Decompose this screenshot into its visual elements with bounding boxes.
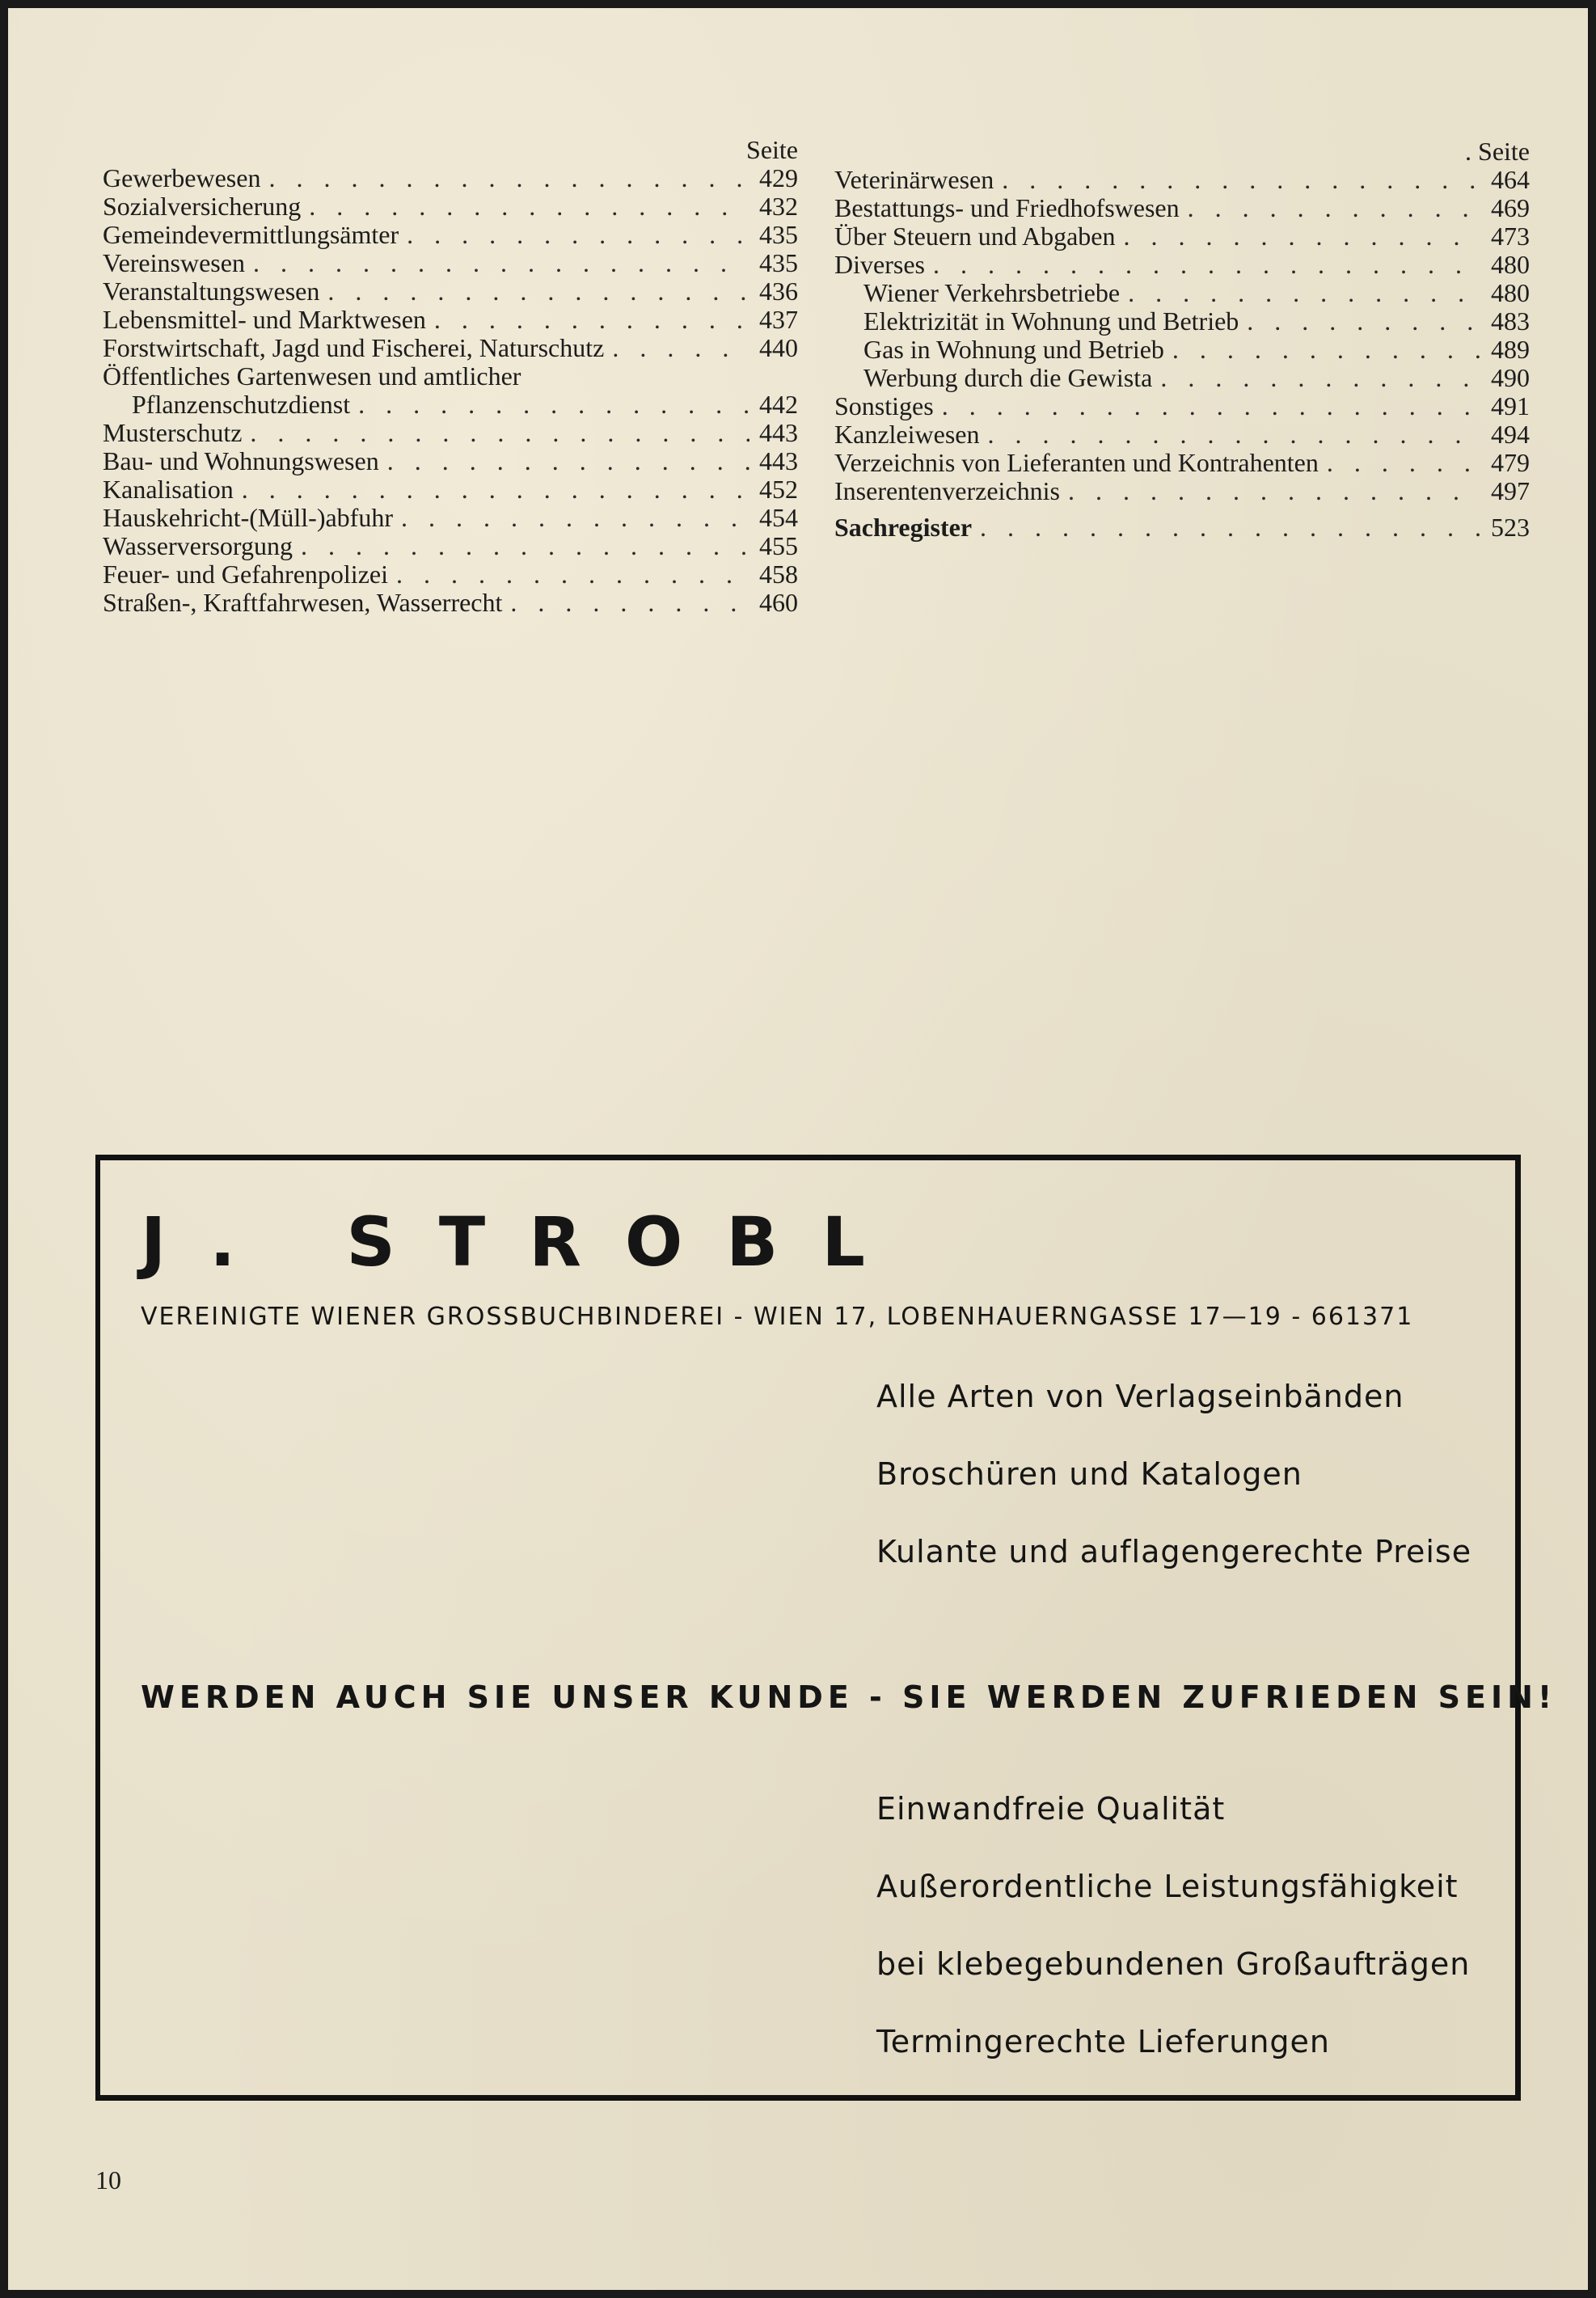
- toc-entry-label: Sonstiges: [834, 391, 934, 420]
- toc-entry: [103, 475, 798, 504]
- toc-entry: [103, 560, 798, 589]
- toc-entry-label: Gemeindevermittlungsämter: [103, 220, 399, 249]
- toc-entry-page: 523: [1491, 513, 1530, 542]
- toc-entry-page: 458: [759, 560, 798, 589]
- ad-slogan: WERDEN AUCH SIE UNSER KUNDE - SIE WERDEN ZUFRIEDEN SEIN!: [141, 1679, 1557, 1715]
- toc-entry-label: Über Steuern und Abgaben: [834, 222, 1116, 251]
- toc-entry-page: 454: [759, 503, 798, 532]
- toc-right-header: . Seite: [1465, 137, 1530, 166]
- feature-list-bottom: [876, 1793, 1470, 2103]
- leader-dots: [994, 166, 1481, 194]
- page-number: 10: [95, 2165, 121, 2195]
- toc-entry-page: 473: [1491, 222, 1530, 251]
- toc-entry-page: 435: [759, 220, 798, 249]
- toc-entry-label: Inserentenverzeichnis: [834, 476, 1060, 505]
- toc-entry: [103, 589, 798, 617]
- toc-subentry: [834, 279, 1530, 307]
- leader-dots: [1152, 364, 1481, 392]
- toc-entry: [103, 532, 798, 560]
- toc-entry: [103, 164, 798, 192]
- leader-dots: [399, 221, 749, 249]
- toc-entry-page: 494: [1491, 420, 1530, 449]
- leader-dots: [925, 251, 1481, 279]
- toc-entry-label: Kanzleiwesen: [834, 420, 980, 449]
- toc-entry: [103, 447, 798, 475]
- toc-entry-page: 464: [1491, 165, 1530, 194]
- toc-left-column: [103, 136, 798, 617]
- toc-entry-label: Musterschutz: [103, 418, 243, 447]
- toc-entry: [834, 420, 1530, 449]
- toc-entry-page: 440: [759, 333, 798, 362]
- toc-entry: [834, 392, 1530, 420]
- feature-list-top: [876, 1380, 1471, 1613]
- toc-entry-page: 429: [759, 163, 798, 192]
- toc-entry-label-continued: Pflanzenschutzdienst: [132, 390, 351, 419]
- toc-entry-label: Veterinärwesen: [834, 165, 994, 194]
- toc-entry-label: Gas in Wohnung und Betrieb: [863, 335, 1164, 364]
- advertisement-box: [95, 1155, 1557, 2101]
- toc-subentry: [834, 307, 1530, 336]
- toc-entry: [834, 477, 1530, 505]
- toc-entry: [103, 306, 798, 334]
- toc-entry-page: 491: [1491, 391, 1530, 420]
- toc-entry-page: 479: [1491, 448, 1530, 477]
- company-name: J. STROBL: [141, 1202, 909, 1282]
- toc-entry-label: Sachregister: [834, 513, 973, 542]
- toc-entry-label: Öffentliches Gartenwesen und amtlicher: [103, 361, 521, 391]
- toc-entry-page: 455: [759, 531, 798, 560]
- toc-entry-page: 497: [1491, 476, 1530, 505]
- toc-entry-page: 483: [1491, 306, 1530, 336]
- toc-entry-page: 443: [759, 418, 798, 447]
- toc-entry: [103, 221, 798, 249]
- toc-entry-label: Wiener Verkehrsbetriebe: [863, 278, 1121, 307]
- toc-entry-label: Kanalisation: [103, 475, 234, 504]
- leader-dots: [934, 392, 1481, 420]
- toc-entry-label: Gewerbewesen: [103, 163, 261, 192]
- toc-entry-page: 460: [759, 588, 798, 617]
- toc-entry-page: 443: [759, 446, 798, 475]
- toc-subentry: [834, 336, 1530, 364]
- leader-dots: [1319, 449, 1481, 477]
- leader-dots: [1115, 222, 1481, 251]
- toc-entry-label: Hauskehricht-(Müll-)abfuhr: [103, 503, 393, 532]
- leader-dots: [1060, 477, 1481, 505]
- toc-entry: [103, 362, 798, 419]
- toc-entry-label: Bestattungs- und Friedhofswesen: [834, 193, 1180, 222]
- toc-entry-label: Elektrizität in Wohnung und Betrieb: [863, 306, 1239, 336]
- toc-entry: [103, 504, 798, 532]
- leader-dots: [1239, 307, 1481, 336]
- toc-entry-label: Forstwirtschaft, Jagd und Fischerei, Naturschutz: [103, 333, 605, 362]
- toc-entry-label: Diverses: [834, 250, 925, 279]
- leader-dots: [245, 249, 749, 277]
- feature-item: Außerordentliche Leistungsfähigkeit: [876, 1869, 1459, 1904]
- leader-dots: [388, 560, 749, 589]
- toc-entry-page: 490: [1491, 363, 1530, 392]
- leader-dots: [293, 532, 749, 560]
- toc-entry-label: Sozialversicherung: [103, 192, 302, 221]
- toc-entry-page: 480: [1491, 250, 1530, 279]
- leader-dots: [319, 277, 749, 306]
- toc-entry-page: 452: [759, 475, 798, 504]
- leader-dots: [234, 475, 749, 504]
- toc-entry-label: Straßen-, Kraftfahrwesen, Wasserrecht: [103, 588, 503, 617]
- toc-entry-page: 480: [1491, 278, 1530, 307]
- page: [8, 8, 1588, 2290]
- toc-entry-label: Verzeichnis von Lieferanten und Kontrahenten: [834, 448, 1319, 477]
- leader-dots: [1120, 279, 1481, 307]
- leader-dots: [979, 420, 1481, 449]
- toc-entry-index: [834, 513, 1530, 542]
- leader-dots: [426, 306, 749, 334]
- toc-subentry: [834, 364, 1530, 392]
- toc-entry-page: 489: [1491, 335, 1530, 364]
- toc-entry-page: 432: [759, 192, 798, 221]
- toc-entry-label: Lebensmittel- und Marktwesen: [103, 305, 426, 334]
- feature-item: Alle Arten von Verlagseinbänden: [876, 1379, 1404, 1414]
- leader-dots: [350, 391, 749, 419]
- toc-entry: [834, 449, 1530, 477]
- toc-entry: [103, 249, 798, 277]
- toc-entry: [103, 192, 798, 221]
- leader-dots: [1180, 194, 1481, 222]
- toc-entry-label: Veranstaltungswesen: [103, 277, 320, 306]
- toc-entry-page: 436: [759, 277, 798, 306]
- company-address: VEREINIGTE WIENER GROSSBUCHBINDEREI - WIEN 17, LOBENHAUERNGASSE 17—19 - 661371: [141, 1303, 1414, 1331]
- leader-dots: [242, 419, 749, 447]
- toc-entry-label: Wasserversorgung: [103, 531, 293, 560]
- feature-item: Termingerechte Lieferungen: [876, 2024, 1330, 2059]
- leader-dots: [260, 164, 749, 192]
- leader-dots: [379, 447, 749, 475]
- feature-item: bei klebegebundenen Großaufträgen: [876, 1946, 1471, 1982]
- leader-dots: [604, 334, 749, 362]
- leader-dots: [301, 192, 749, 221]
- feature-item: Broschüren und Katalogen: [876, 1456, 1303, 1492]
- toc-entry: [103, 277, 798, 306]
- feature-item: Kulante und auflagengerechte Preise: [876, 1534, 1472, 1569]
- toc-entry-label: Bau- und Wohnungswesen: [103, 446, 379, 475]
- toc-entry: [834, 194, 1530, 222]
- leader-dots: [1164, 336, 1481, 364]
- toc-entry-page: 437: [759, 305, 798, 334]
- toc-right-column: [834, 137, 1530, 542]
- feature-item: Einwandfreie Qualität: [876, 1791, 1226, 1827]
- toc-entry: [834, 251, 1530, 279]
- leader-dots: [972, 513, 1481, 542]
- toc-left-header: Seite: [746, 135, 798, 164]
- leader-dots: [393, 504, 749, 532]
- toc-entry-page: 469: [1491, 193, 1530, 222]
- toc-entry-label: Feuer- und Gefahrenpolizei: [103, 560, 388, 589]
- toc-entry-label: Werbung durch die Gewista: [863, 363, 1153, 392]
- toc-entry-page: 442: [759, 390, 798, 419]
- toc-entry: [834, 166, 1530, 194]
- toc-entry: [834, 222, 1530, 251]
- toc-entry: [103, 419, 798, 447]
- leader-dots: [502, 589, 749, 617]
- toc-entry: [103, 334, 798, 362]
- toc-entry-label: Vereinswesen: [103, 248, 245, 277]
- toc-entry-page: 435: [759, 248, 798, 277]
